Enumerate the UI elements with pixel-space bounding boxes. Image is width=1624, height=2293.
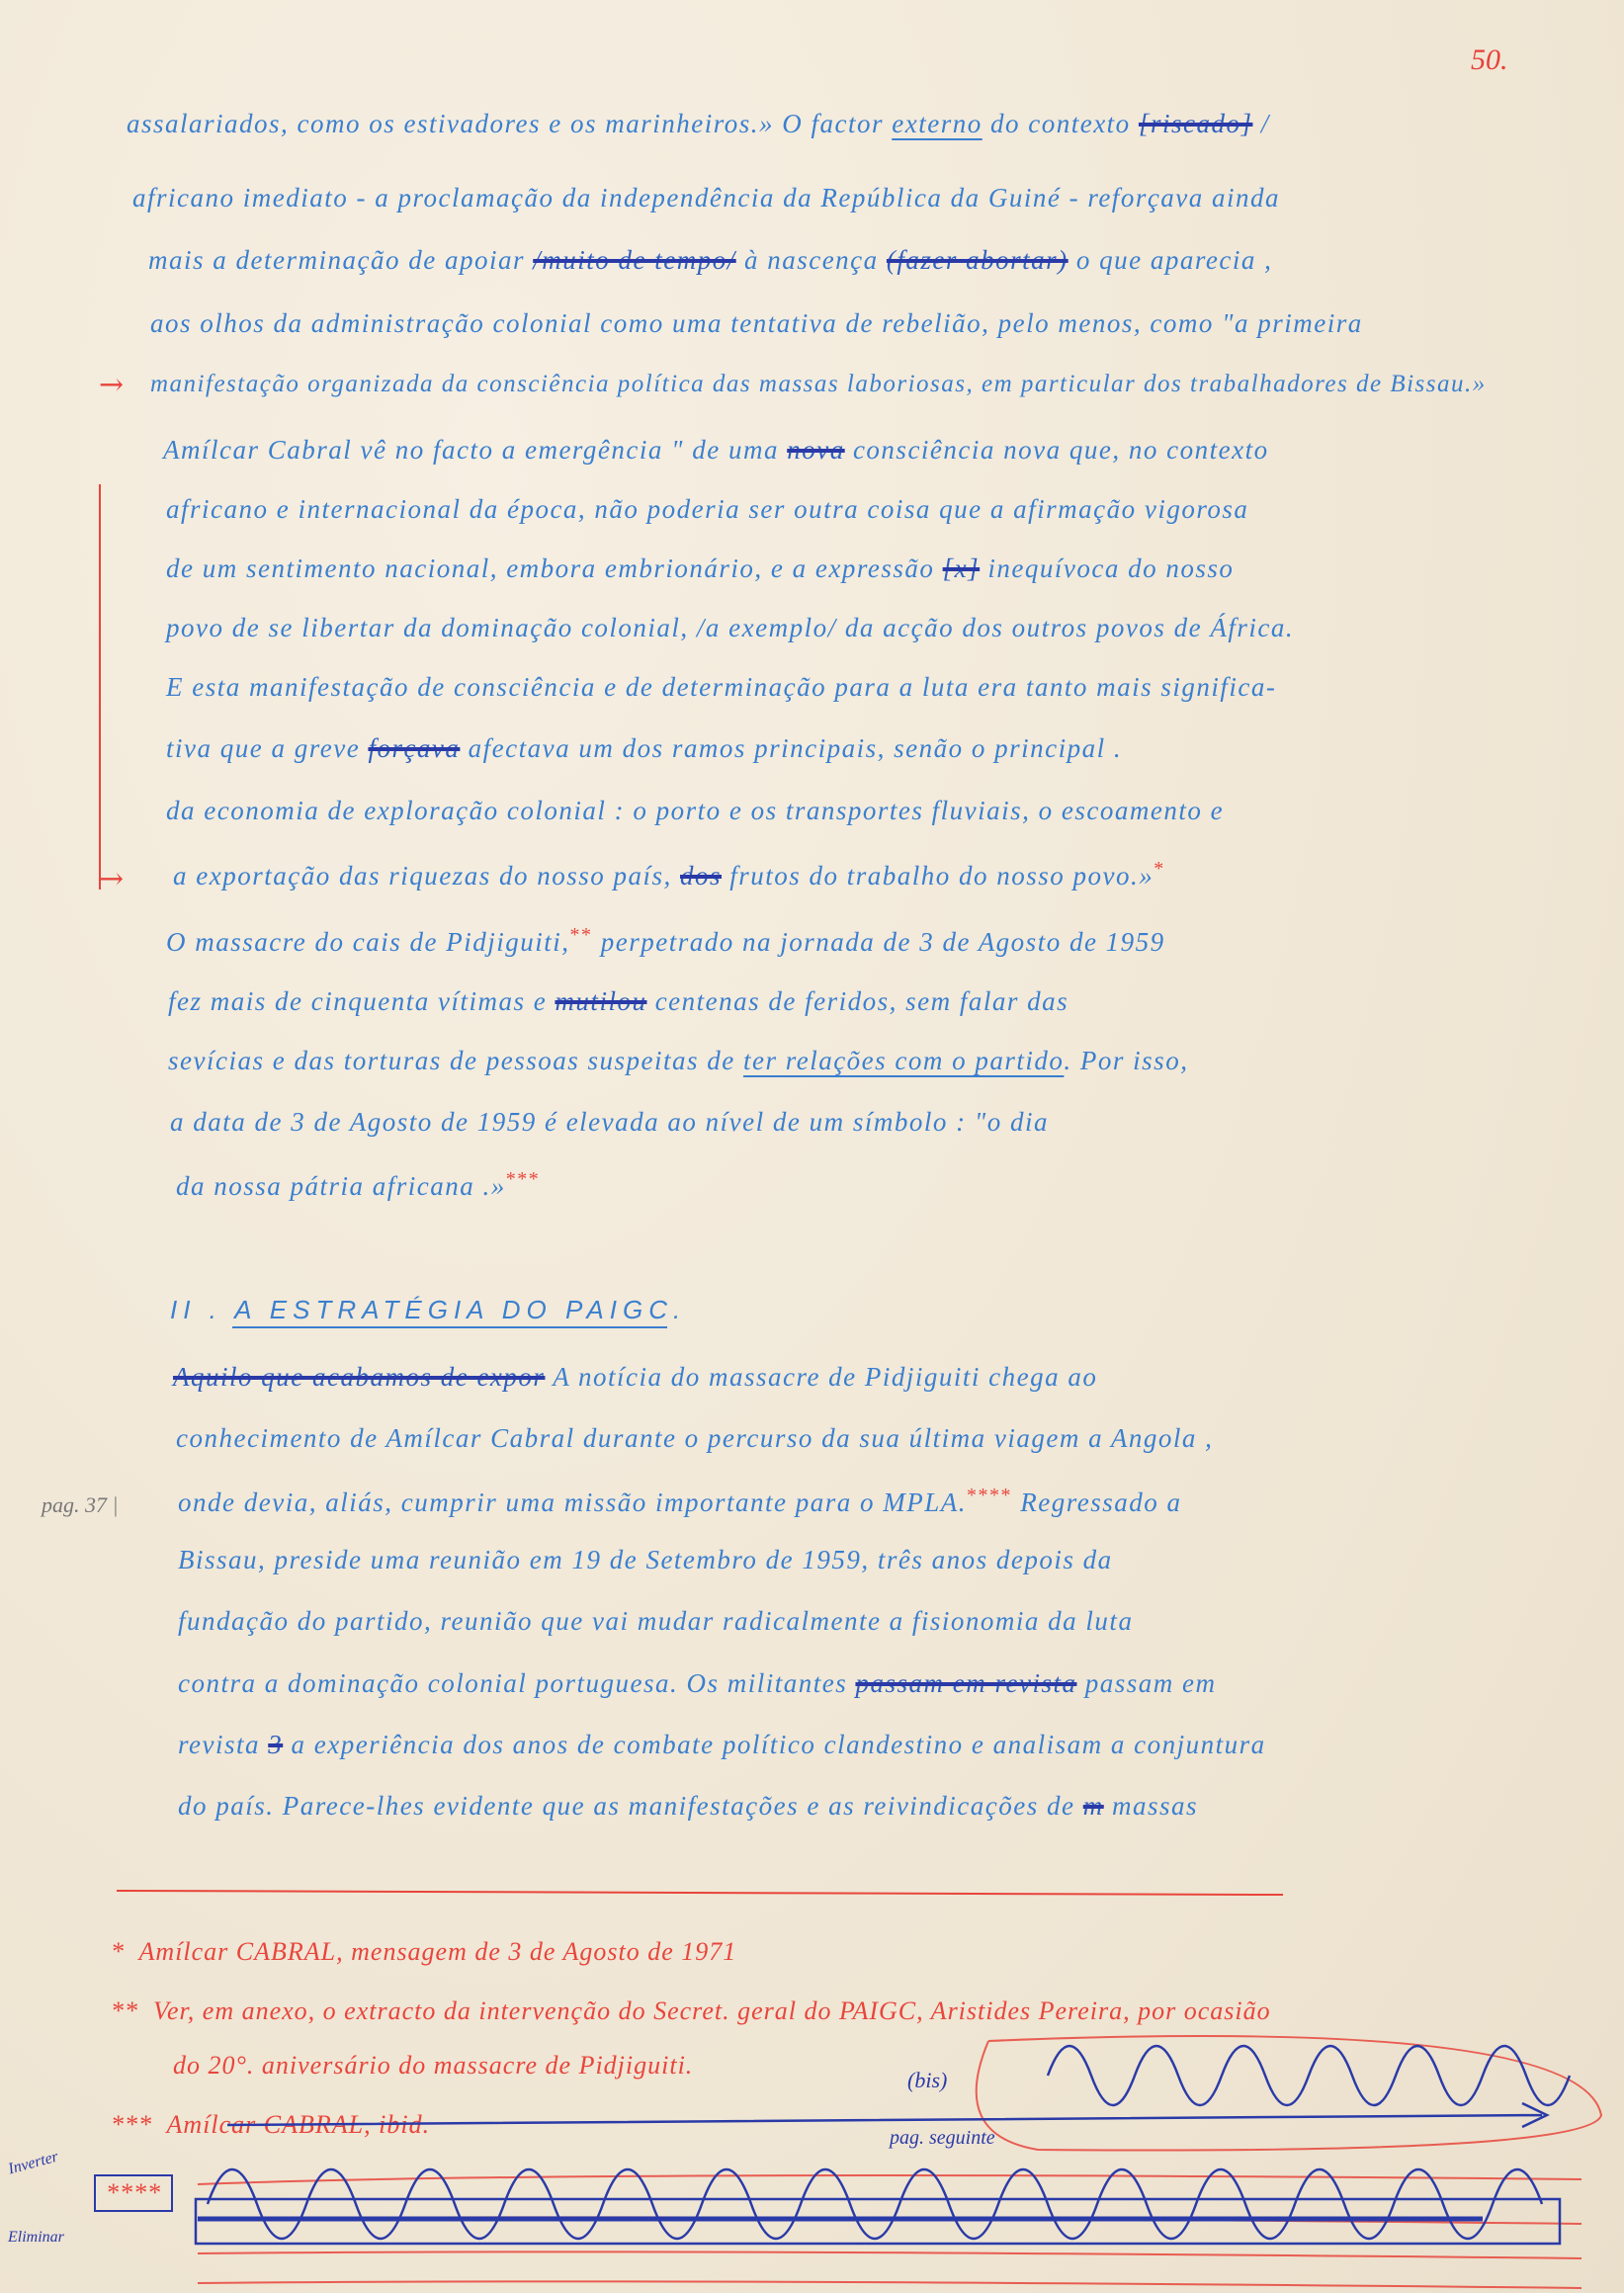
body-line: aos olhos da administração colonial como uma tentativa de rebelião, pelo menos, como "a primeira [150, 308, 1363, 338]
footnote-rule [117, 1890, 1283, 1896]
body-line: da economia de exploração colonial : o porto e os transportes fluviais, o escoamento e [166, 796, 1225, 825]
footnote: do 20°. aniversário do massacre de Pidjiguiti. [173, 2051, 694, 2080]
body-line: a exportação das riquezas do nosso país, dos frutos do trabalho do nosso povo.»* [173, 858, 1165, 891]
body-line: E esta manifestação de consciência e de determinação para a luta era tanto mais significa- [166, 672, 1277, 702]
footnote: ** Ver, em anexo, o extracto da intervenção do Secret. geral do PAIGC, Aristides Pereira, por ocasião [111, 1996, 1271, 2025]
footnote-marker: ** [569, 924, 593, 946]
body-line: africano e internacional da época, não poderia ser outra coisa que a afirmação vigorosa [166, 494, 1249, 524]
body-line: mais a determinação de apoiar /muito de tempo/ à nascença (fazer abortar) o que aparecia , [148, 245, 1273, 275]
page-number: 50. [1471, 43, 1508, 76]
body-line: da nossa pátria africana .»*** [176, 1168, 541, 1201]
body-line: fez mais de cinquenta vítimas e mutilou centenas de feridos, sem falar das [168, 986, 1069, 1016]
section-line: contra a dominação colonial portuguesa. Os militantes passam em revista passam em [178, 1668, 1217, 1698]
margin-bracket [99, 484, 109, 890]
annotation-left-1: Inverter [6, 2148, 60, 2178]
body-line: povo de se libertar da dominação colonial, /a exemplo/ da acção dos outros povos de África. [166, 613, 1295, 642]
section-line: Bissau, preside uma reunião em 19 de Setembro de 1959, três anos depois da [178, 1545, 1113, 1574]
body-line: manifestação organizada da consciência política das massas laboriosas, em particular dos trabalhadores de Bissau.» [150, 371, 1487, 397]
section-line: fundação do partido, reunião que vai mudar radicalmente a fisionomia da luta [178, 1606, 1134, 1636]
footnote-marker: *** [505, 1168, 541, 1190]
body-line: a data de 3 de Agosto de 1959 é elevada ao nível de um símbolo : "o dia [170, 1107, 1049, 1137]
margin-page-reference: pag. 37 | [42, 1492, 119, 1517]
body-line: assalariados, como os estivadores e os marinheiros.» O factor externo do contexto [riscado] / [127, 109, 1270, 138]
heading-underline [232, 1326, 667, 1328]
footnote-marker: * [1154, 858, 1165, 880]
footnote: **** [94, 2174, 173, 2212]
footnote: * Amílcar CABRAL, mensagem de 3 de Agosto de 1971 [111, 1937, 737, 1966]
footnote: *** Amílcar CABRAL, ibid. [111, 2110, 431, 2139]
section-line: Aquilo que acabamos de expor A notícia do massacre de Pidjiguiti chega ao [173, 1362, 1098, 1392]
annotation-bis: (bis) [907, 2068, 948, 2092]
margin-arrow-icon: → [99, 862, 125, 896]
footnote-marker: **** [966, 1485, 1012, 1506]
section-line: conhecimento de Amílcar Cabral durante o percurso da sua última viagem a Angola , [176, 1423, 1214, 1453]
annotation-pag-seguinte: pag. seguinte [890, 2127, 995, 2149]
body-line: Amílcar Cabral vê no facto a emergência " de uma nova consciência nova que, no contexto [163, 435, 1269, 465]
section-line: revista 3 a experiência dos anos de combate político clandestino e analisam a conjuntura [178, 1730, 1266, 1759]
body-line: de um sentimento nacional, embora embrionário, e a expressão [x] inequívoca do nosso [166, 553, 1235, 583]
body-line: O massacre do cais de Pidjiguiti,** perpetrado na jornada de 3 de Agosto de 1959 [166, 924, 1165, 957]
annotation-left-2: Eliminar [8, 2229, 64, 2246]
body-line: tiva que a greve forçava afectava um dos ramos principais, senão o principal . [166, 733, 1123, 763]
body-line: sevícias e das torturas de pessoas suspeitas de ter relações com o partido. Por isso, [168, 1046, 1189, 1075]
body-line: africano imediato - a proclamação da independência da República da Guiné - reforçava ainda [132, 183, 1281, 212]
section-heading: II . A ESTRATÉGIA DO PAIGC. [170, 1295, 687, 1324]
section-line: onde devia, aliás, cumprir uma missão importante para o MPLA.**** Regressado a [178, 1485, 1182, 1517]
section-line: do país. Parece-lhes evidente que as manifestações e as reivindicações de m massas [178, 1791, 1199, 1821]
margin-arrow-icon: → [99, 368, 125, 402]
